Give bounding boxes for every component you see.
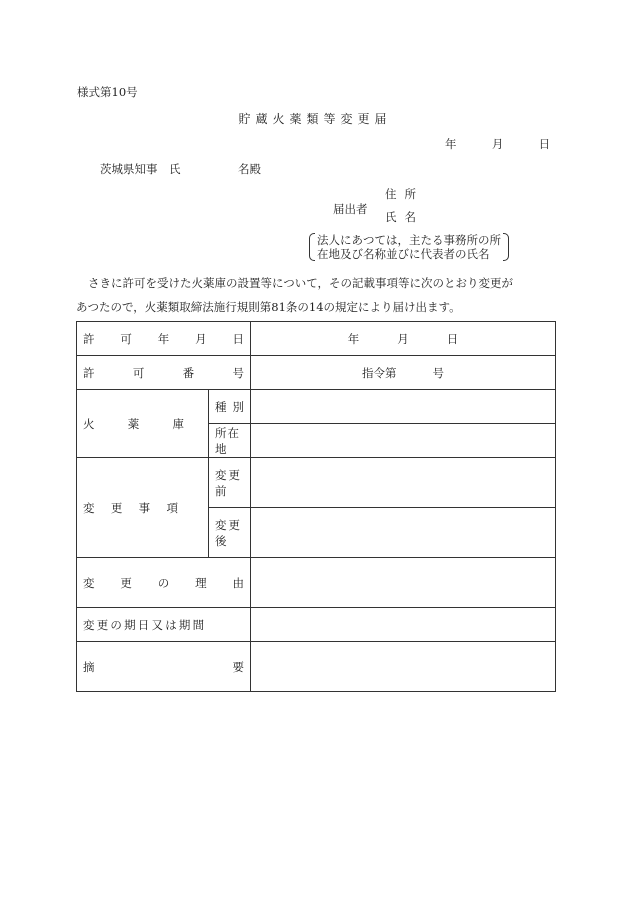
permit-date-label-text: 許 可 年 月 日 [83, 331, 244, 346]
remarks-label-text: 摘 要 [83, 659, 244, 674]
change-after-value[interactable] [251, 508, 556, 558]
addressee: 茨城県知事 氏 名殿 [100, 162, 261, 176]
name-label: 氏名 [385, 210, 424, 224]
magazine-type-value[interactable] [251, 390, 556, 424]
row-change-before [77, 458, 556, 508]
remarks-value[interactable] [251, 642, 556, 692]
date-month: 月 [491, 137, 504, 151]
notification-table [76, 321, 556, 692]
magazine-location-value[interactable] [251, 424, 556, 458]
change-before-value[interactable] [251, 458, 556, 508]
change-after-label: 変更後 [209, 508, 251, 558]
permit-number-label [77, 356, 251, 390]
row-remarks [77, 642, 556, 692]
magazine-label-text: 火 薬 庫 [83, 416, 184, 431]
form-number: 様式第10号 [77, 85, 138, 99]
note-line-2: 在地及び名称並びに代表者の氏名 [317, 247, 490, 261]
row-magazine-type [77, 390, 556, 424]
date-day: 日 [538, 137, 551, 151]
address-label: 住所 [385, 187, 424, 201]
reason-value[interactable] [251, 558, 556, 608]
magazine-type-label: 種 別 [209, 390, 251, 424]
permit-number-label-text: 許 可 番 号 [83, 365, 244, 380]
magazine-location-label: 所在地 [209, 424, 251, 458]
change-items-label [77, 458, 209, 558]
notifier-label: 届出者 [333, 202, 368, 216]
body-line-1: さきに許可を受けた火薬庫の設置等について，その記載事項等に次のとおり変更が [88, 276, 514, 290]
row-reason [77, 558, 556, 608]
row-permit-number [77, 356, 556, 390]
permit-date-value[interactable]: 年 月 日 [251, 322, 556, 356]
period-value[interactable] [251, 608, 556, 642]
reason-label [77, 558, 251, 608]
magazine-label [77, 390, 209, 458]
reason-label-text: 変 更 の 理 由 [83, 575, 244, 590]
permit-date-label [77, 322, 251, 356]
row-period [77, 608, 556, 642]
change-items-label-text: 変 更 事 項 [83, 500, 178, 515]
body-text [76, 271, 558, 319]
permit-number-value[interactable]: 指令第 号 [251, 356, 556, 390]
row-permit-date [77, 322, 556, 356]
form-title: 貯蔵火薬類等変更届 [238, 112, 392, 126]
note-line-1: 法人にあつては，主たる事務所の所 [317, 233, 501, 247]
submission-date [445, 136, 550, 152]
change-before-label: 変更前 [209, 458, 251, 508]
date-year: 年 [445, 137, 457, 151]
remarks-label [77, 642, 251, 692]
period-label: 変更の期日又は期間 [77, 608, 251, 642]
corporation-note [309, 233, 509, 261]
body-line-2: あつたので，火薬類取締法施行規則第81条の14の規定により届け出ます。 [76, 300, 461, 314]
